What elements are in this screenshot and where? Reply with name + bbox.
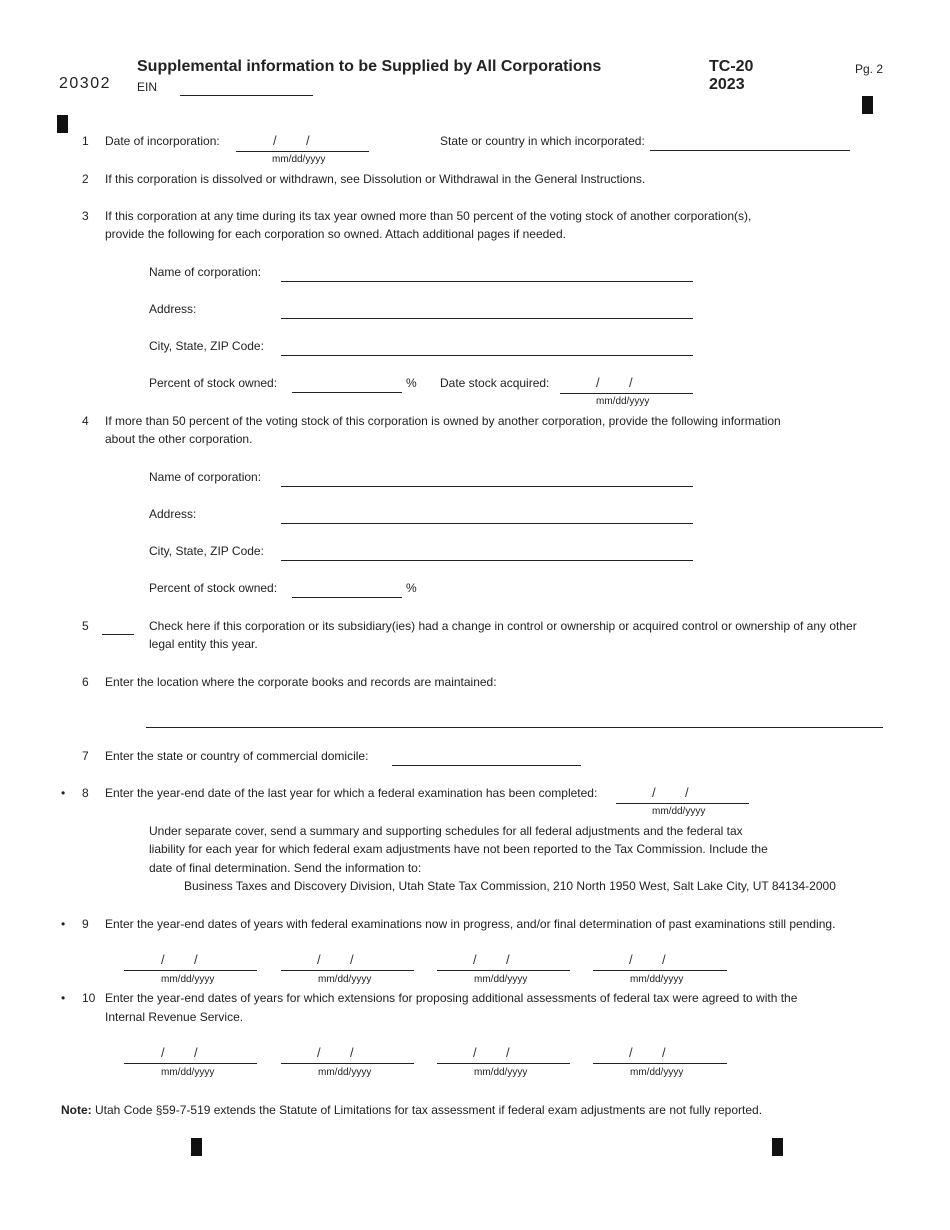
item-9-text: Enter the year-end dates of years with federal examinations now in progress, and/or final determination of past examinations still pending. [105,917,836,931]
footer-note [61,1103,762,1117]
form-id: TC-20 [709,58,754,75]
registration-mark-bottom-right [772,1138,783,1156]
item-4-text-line1: If more than 50 percent of the voting stock of this corporation is owned by another corporation, provide the following information [105,414,781,428]
item-10-number: 10 [82,991,96,1005]
item-8-para-line1: Under separate cover, send a summary and supporting schedules for all federal adjustments and the federal tax [149,824,743,838]
item-1-state-label: State or country in which incorporated: [440,134,645,148]
item-7-number: 7 [82,749,89,763]
item-6-number: 6 [82,675,89,689]
item-5-number: 5 [82,619,89,633]
q9-date-field-4[interactable]: / / [593,952,727,971]
item-2-number: 2 [82,172,89,186]
item-9-bullet: • [61,917,66,931]
q3-percent-field[interactable] [292,375,402,393]
date-format-hint: mm/dd/yyyy [652,806,706,817]
state-of-incorporation-field[interactable] [650,133,850,151]
last-federal-exam-date-field[interactable]: / / [616,785,749,804]
change-in-control-checkbox-line[interactable] [102,617,134,635]
registration-mark-bottom-left [191,1138,202,1156]
item-7-text: Enter the state or country of commercial domicile: [105,749,369,763]
item-3-text-line2: provide the following for each corporation so owned. Attach additional pages if needed. [105,227,566,241]
q10-date-field-1[interactable]: / / [124,1045,257,1064]
item-6-text: Enter the location where the corporate books and records are maintained: [105,675,497,689]
q4-name-label: Name of corporation: [149,470,262,484]
registration-mark-top-right [862,96,873,114]
q4-address-label: Address: [149,507,197,521]
q3-date-acquired-label: Date stock acquired: [440,376,550,390]
q3-city-field[interactable] [281,338,693,356]
date-format-hint: mm/dd/yyyy [474,1067,528,1078]
q10-date-field-3[interactable]: / / [437,1045,570,1064]
item-10-text-line2: Internal Revenue Service. [105,1010,244,1024]
date-format-hint: mm/dd/yyyy [474,974,528,985]
note-text: Utah Code §59-7-519 extends the Statute of Limitations for tax assessment if federal exam adjustments are not fully reported. [91,1103,763,1117]
item-5-text-line1: Check here if this corporation or its subsidiary(ies) had a change in control or ownership or acquired control or ownership of any other [149,619,857,633]
q4-name-field[interactable] [281,469,693,487]
q4-address-field[interactable] [281,506,693,524]
q9-date-field-1[interactable]: / / [124,952,257,971]
item-1-label: Date of incorporation: [105,134,220,148]
item-8-bullet: • [61,786,66,800]
item-3-text-line1: If this corporation at any time during its tax year owned more than 50 percent of the voting stock of another corporation(s), [105,209,752,223]
q3-percent-label: Percent of stock owned: [149,376,278,390]
item-3-number: 3 [82,209,89,223]
books-location-field[interactable] [146,710,883,728]
q4-percent-field[interactable] [292,580,402,598]
mailing-address: Business Taxes and Discovery Division, Utah State Tax Commission, 210 North 1950 West, Salt Lake City, UT 84134-2000 [184,879,836,893]
q10-date-field-2[interactable]: / / [281,1045,414,1064]
item-5-text-line2: legal entity this year. [149,637,258,651]
q3-name-label: Name of corporation: [149,265,262,279]
date-format-hint: mm/dd/yyyy [161,1067,215,1078]
q4-percent-label: Percent of stock owned: [149,581,278,595]
q3-percent-sign: % [406,376,417,390]
item-4-text-line2: about the other corporation. [105,432,253,446]
q10-date-field-4[interactable]: / / [593,1045,727,1064]
item-10-text-line1: Enter the year-end dates of years for which extensions for proposing additional assessments of federal tax were agreed to with the [105,991,798,1005]
item-10-bullet: • [61,991,66,1005]
item-8-text: Enter the year-end date of the last year for which a federal examination has been completed: [105,786,598,800]
q3-address-field[interactable] [281,301,693,319]
date-format-hint: mm/dd/yyyy [318,1067,372,1078]
item-8-para-line3: date of final determination. Send the information to: [149,861,422,875]
q3-name-field[interactable] [281,264,693,282]
q4-percent-sign: % [406,581,417,595]
registration-mark-top-left [57,115,68,133]
form-number: 20302 [59,75,111,92]
date-format-hint: mm/dd/yyyy [161,974,215,985]
q3-address-label: Address: [149,302,197,316]
date-format-hint: mm/dd/yyyy [630,974,684,985]
commercial-domicile-field[interactable] [392,748,581,766]
form-year: 2023 [709,76,745,93]
q3-date-acquired-field[interactable]: / / [560,375,693,394]
q3-city-label: City, State, ZIP Code: [149,339,264,353]
item-1-number: 1 [82,134,89,148]
q9-date-field-3[interactable]: / / [437,952,570,971]
item-8-number: 8 [82,786,89,800]
date-format-hint: mm/dd/yyyy [318,974,372,985]
item-2-text: If this corporation is dissolved or withdrawn, see Dissolution or Withdrawal in the General Instructions. [105,172,646,186]
q4-city-label: City, State, ZIP Code: [149,544,264,558]
page-title: Supplemental information to be Supplied by All Corporations [137,58,602,75]
ein-field[interactable] [180,78,313,96]
page-number: Pg. 2 [855,62,884,76]
date-format-hint: mm/dd/yyyy [630,1067,684,1078]
incorporation-date-field[interactable]: / / [236,133,369,152]
item-4-number: 4 [82,414,89,428]
date-format-hint: mm/dd/yyyy [272,154,326,165]
date-format-hint: mm/dd/yyyy [596,396,650,407]
q4-city-field[interactable] [281,543,693,561]
note-label: Note: [61,1103,92,1117]
item-9-number: 9 [82,917,89,931]
q9-date-field-2[interactable]: / / [281,952,414,971]
item-8-para-line2: liability for each year for which federal exam adjustments have not been reported to the Tax Commission. Include the [149,842,768,856]
ein-label: EIN [137,80,158,94]
